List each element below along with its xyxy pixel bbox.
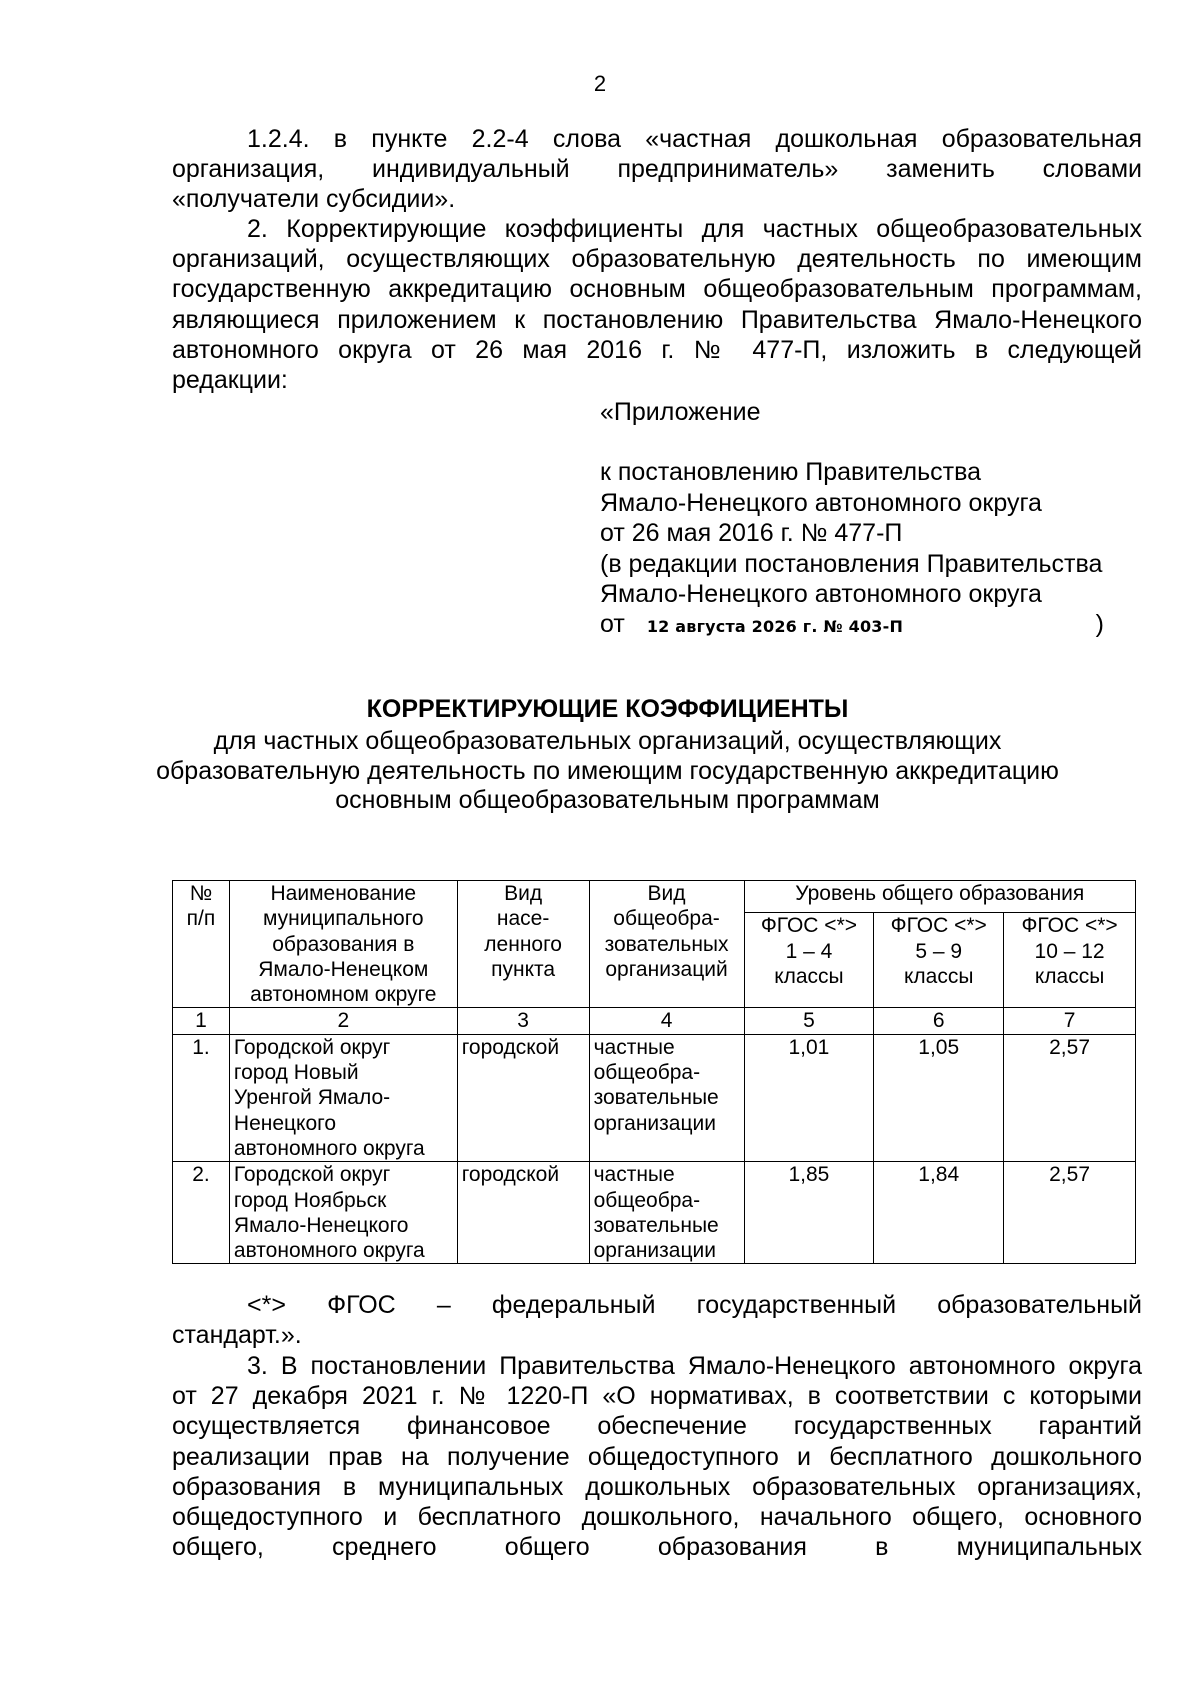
appendix-heading-block — [600, 397, 1160, 643]
column-number: 5 — [744, 1008, 874, 1034]
column-number: 1 — [173, 1008, 230, 1034]
footnote — [172, 1290, 1142, 1350]
paragraph-1-2-4 — [172, 124, 1142, 215]
row-number: 1. — [173, 1034, 230, 1161]
text-line: от 27 декабря 2021 г. № 1220-П «О нормативах, в соответствии с которыми — [172, 1382, 1142, 1411]
coefficient-10-12: 2,57 — [1004, 1162, 1136, 1264]
appendix-line: Ямало-Ненецкого автономного округа — [600, 488, 1042, 517]
text-line: реализации прав на получение общедоступного и бесплатного дошкольного — [172, 1442, 1142, 1471]
text-line: редакции: — [172, 366, 288, 395]
text-line: общего, среднего общего образования в муниципальных — [172, 1533, 1142, 1562]
text-line: организаций, осуществляющих образовательную деятельность по имеющим — [172, 245, 1142, 274]
column-number: 2 — [229, 1008, 457, 1034]
settlement-type: городской — [457, 1162, 589, 1264]
text-line: стандарт.». — [172, 1321, 302, 1350]
registration-stamp: 12 августа 2026 г. № 403-П — [646, 617, 904, 637]
coefficient-1-4: 1,01 — [744, 1034, 874, 1161]
coefficient-5-9: 1,05 — [874, 1034, 1004, 1161]
page-number: 2 — [593, 71, 607, 96]
appendix-heading: «Приложение — [600, 398, 761, 426]
text-line: 3. В постановлении Правительства Ямало-Ненецкого автономного округа — [247, 1352, 1142, 1380]
appendix-date-line — [600, 609, 1160, 642]
organization-type: частные общеобра- зовательные организации — [589, 1034, 744, 1161]
text-line: государственную аккредитацию основным общеобразовательным программам, — [172, 275, 1142, 304]
coefficient-5-9: 1,84 — [874, 1162, 1004, 1264]
header-fgos-10-12: ФГОС <*> 10 – 12 классы — [1004, 913, 1136, 1008]
text-line: общедоступного и бесплатного дошкольного, начального общего, основного — [172, 1503, 1142, 1532]
document-title: КОРРЕКТИРУЮЩИЕ КОЭФФИЦИЕНТЫ — [366, 695, 849, 723]
text-line: 1.2.4. в пункте 2.2-4 слова «частная дошкольная образовательная — [247, 125, 1142, 153]
text-line: <*> ФГОС – федеральный государственный образовательный — [247, 1291, 1142, 1319]
appendix-line: к постановлению Правительства — [600, 458, 982, 487]
header-fgos-1-4: ФГОС <*> 1 – 4 классы — [744, 913, 874, 1008]
settlement-type: городской — [457, 1034, 589, 1161]
column-number: 7 — [1004, 1008, 1136, 1034]
subtitle-line: для частных общеобразовательных организаций, осуществляющих — [213, 727, 1002, 755]
closing-paren: ) — [1095, 610, 1104, 639]
text-line: 2. Корректирующие коэффициенты для частных общеобразовательных — [247, 215, 1142, 243]
table-row — [173, 1162, 1136, 1264]
text-line: автономного округа от 26 мая 2016 г. № 477-П, изложить в следующей — [172, 335, 1142, 364]
text-line: «получатели субсидии». — [172, 185, 456, 214]
from-word: от — [600, 610, 625, 639]
header-municipality: Наименование муниципального образования в Ямало-Ненецком автономном округе — [229, 881, 457, 1008]
appendix-line: (в редакции постановления Правительства — [600, 549, 1103, 578]
text-line: осуществляется финансовое обеспечение государственных гарантий — [172, 1412, 1142, 1441]
header-organization-type: Вид общеобра- зовательных организаций — [589, 881, 744, 1008]
header-fgos-5-9: ФГОС <*> 5 – 9 классы — [874, 913, 1004, 1008]
document-subtitle — [0, 727, 1200, 816]
municipality-name: Городской округ город Ноябрьск Ямало-Ненецкого автономного округа — [229, 1162, 457, 1264]
subtitle-line: образовательную деятельность по имеющим государственную аккредитацию — [156, 756, 1059, 785]
paragraph-3 — [172, 1351, 1142, 1562]
coefficient-1-4: 1,85 — [744, 1162, 874, 1264]
subtitle-line: основным общеобразовательным программам — [335, 786, 880, 814]
column-number: 6 — [874, 1008, 1004, 1034]
header-education-level: Уровень общего образования — [744, 881, 1135, 913]
municipality-name: Городской округ город Новый Уренгой Ямало- Ненецкого автономного округа — [229, 1034, 457, 1161]
header-settlement-type: Вид насе- ленного пункта — [457, 881, 589, 1008]
organization-type: частные общеобра- зовательные организации — [589, 1162, 744, 1264]
table-row — [173, 1034, 1136, 1161]
appendix-line: от 26 мая 2016 г. № 477-П — [600, 519, 903, 548]
header-num: № п/п — [173, 881, 230, 1008]
coefficient-10-12: 2,57 — [1004, 1034, 1136, 1161]
paragraph-2 — [172, 214, 1142, 395]
text-line: образования в муниципальных дошкольных образовательных организациях, — [172, 1472, 1142, 1501]
coefficients-table — [172, 880, 1136, 1264]
appendix-line: Ямало-Ненецкого автономного округа — [600, 580, 1042, 609]
column-number: 3 — [457, 1008, 589, 1034]
column-number: 4 — [589, 1008, 744, 1034]
table-header-row — [173, 881, 1136, 913]
row-number: 2. — [173, 1162, 230, 1264]
text-line: организация, индивидуальный предприниматель» заменить словами — [172, 155, 1142, 184]
text-line: являющиеся приложением к постановлению Правительства Ямало-Ненецкого — [172, 305, 1142, 334]
column-number-row — [173, 1008, 1136, 1034]
